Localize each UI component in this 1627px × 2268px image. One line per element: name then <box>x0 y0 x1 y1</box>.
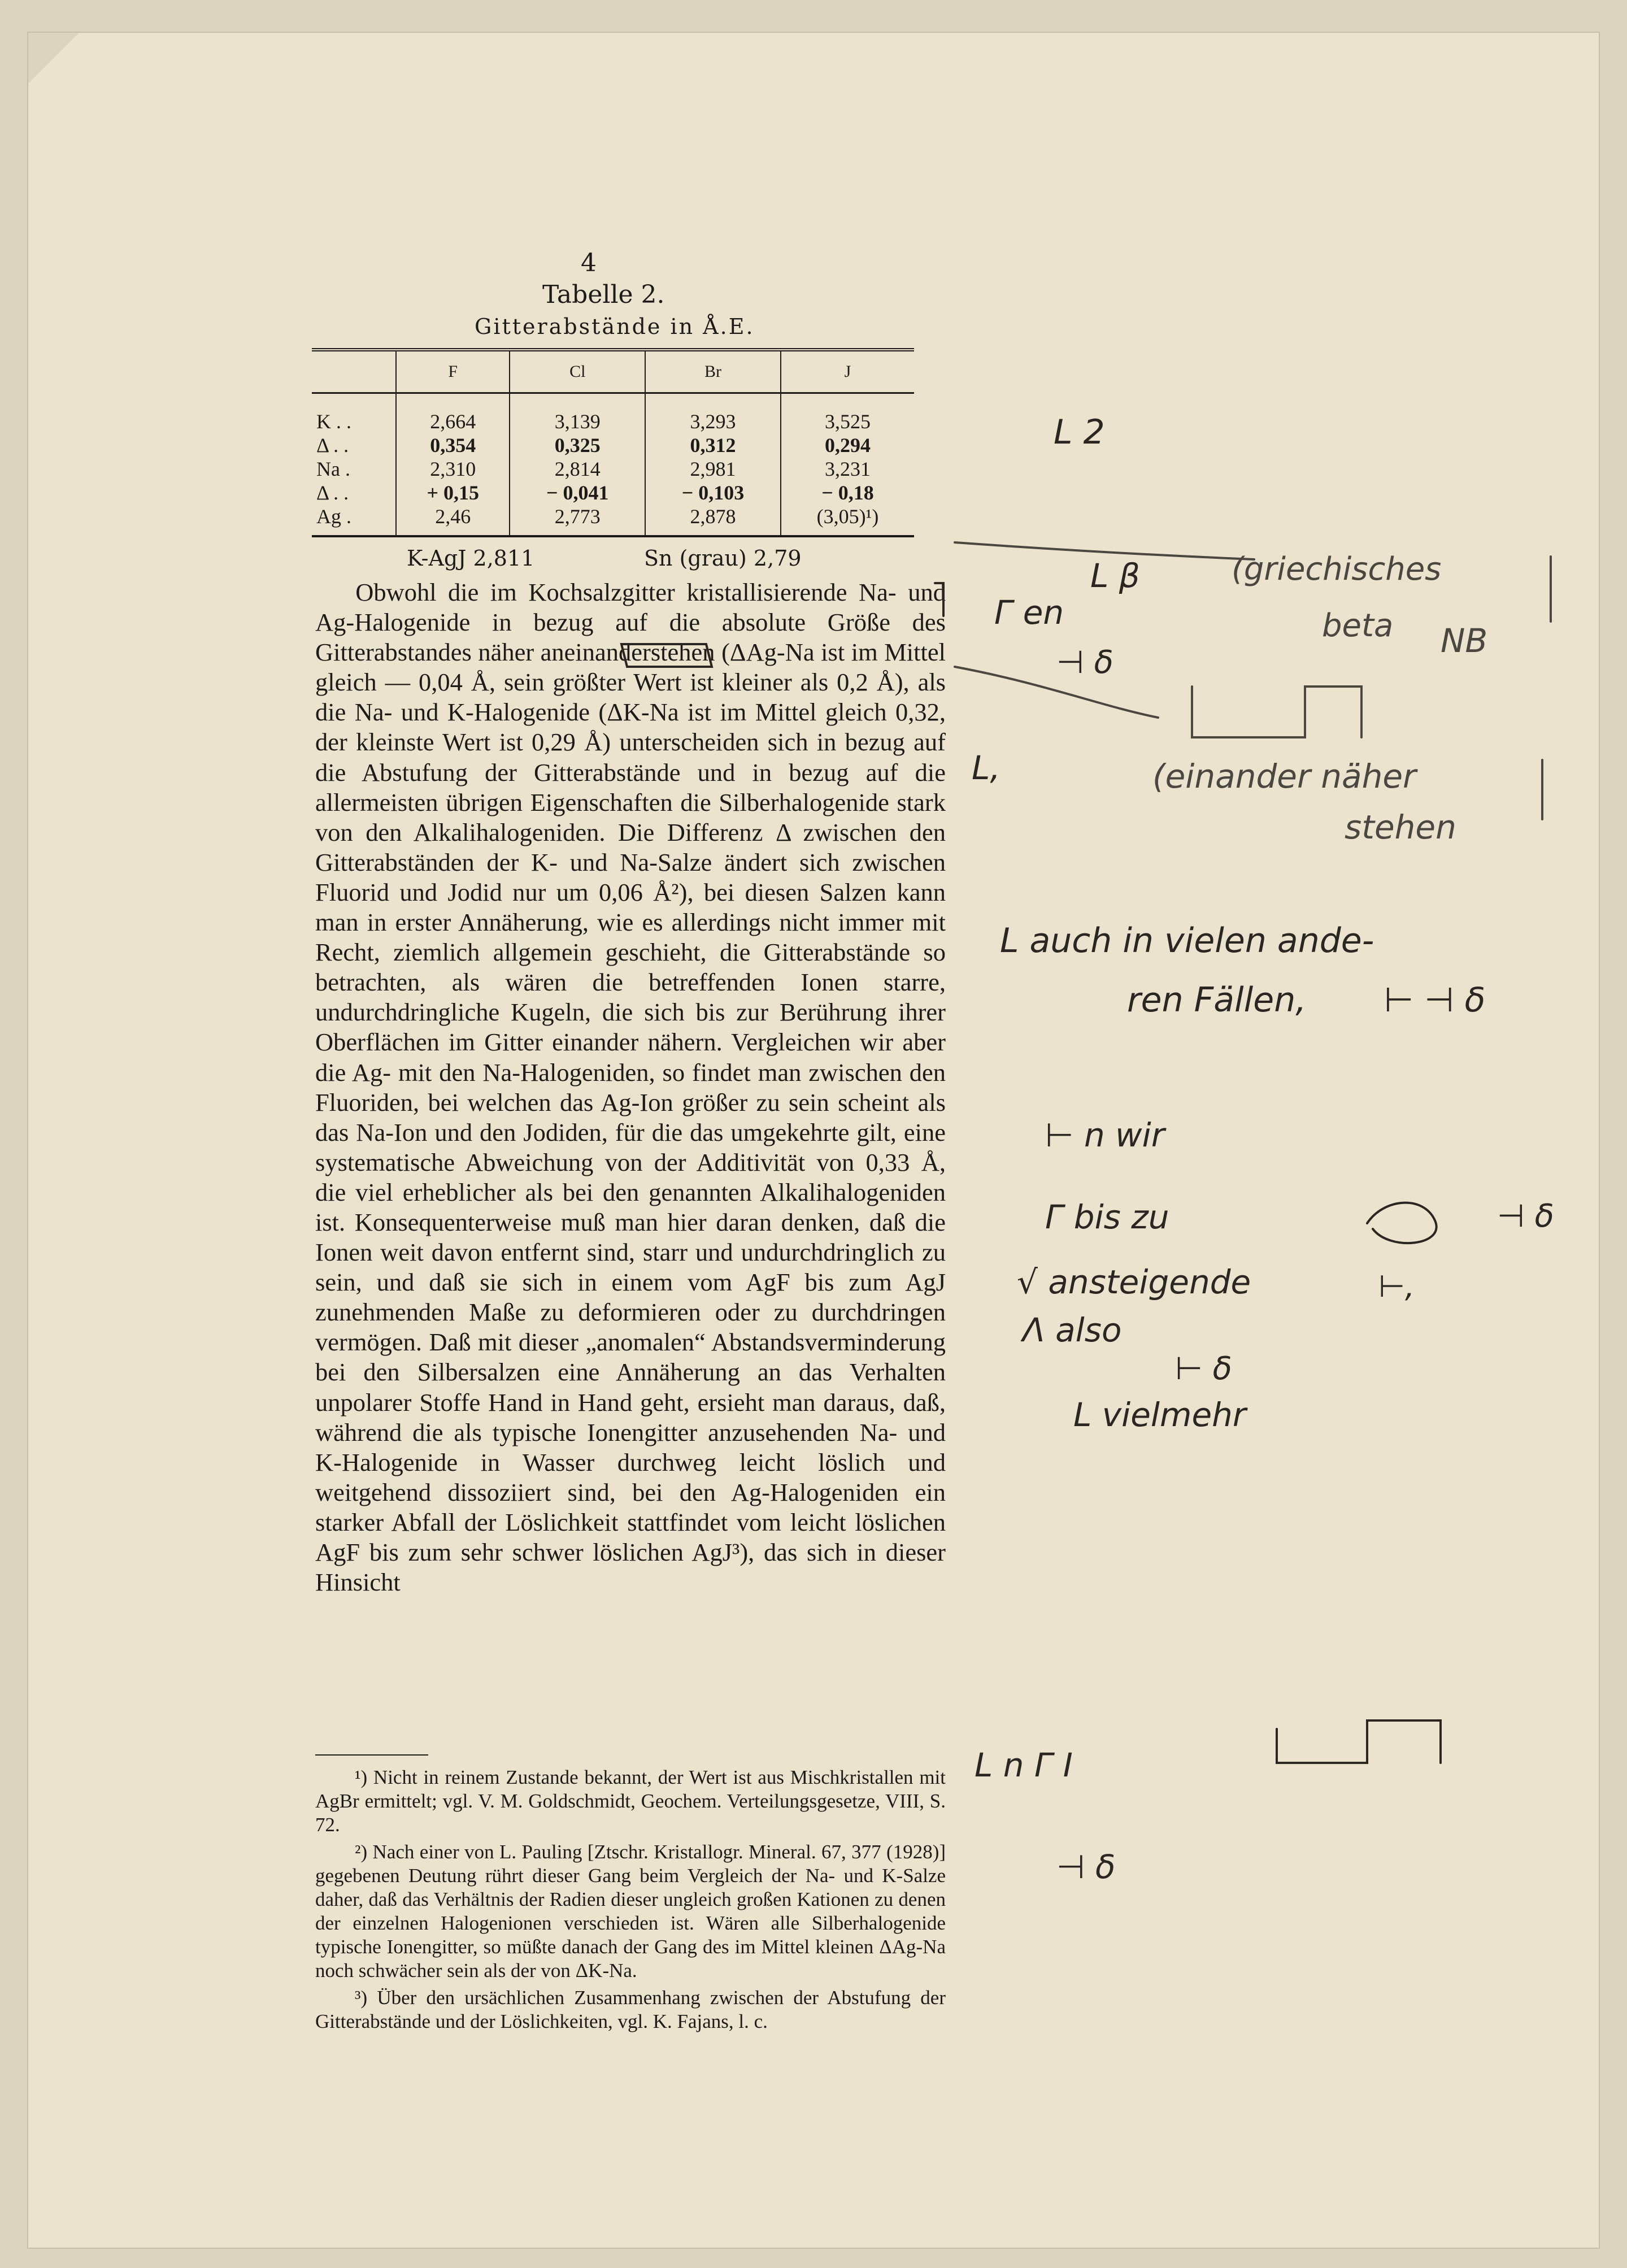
margin-note: stehen <box>1345 808 1456 846</box>
table-cell: 3,231 <box>781 457 914 481</box>
table-cell: − 0,103 <box>645 481 781 505</box>
margin-note: (einander näher <box>1152 757 1416 796</box>
table-cell: 0,354 <box>396 433 510 457</box>
table-cell: 0,325 <box>510 433 645 457</box>
footnote: ³) Über den ursächlichen Zusammenhang zwischen der Abstufung der Gitterabstände und der Löslichkeiten, vgl. K. Fajans, l. c. <box>315 1987 946 2032</box>
table-cell: − 0,041 <box>510 481 645 505</box>
margin-note: L vielmehr <box>1073 1396 1246 1434</box>
insertion-mark <box>935 583 943 616</box>
extra-value-agj: K-AgJ 2,811 <box>407 546 535 571</box>
margin-note: ⊢ δ <box>1175 1350 1232 1387</box>
table-cell: 3,139 <box>510 393 645 434</box>
table-subtitle: Gitterabstände in Å.E. <box>475 314 755 339</box>
row-label: Δ . . <box>316 481 349 504</box>
table-cell: 2,981 <box>645 457 781 481</box>
margin-note: beta <box>1322 607 1394 644</box>
table-title: Tabelle 2. <box>542 280 665 309</box>
row-label: Ag . <box>312 505 396 536</box>
margin-note: L β <box>1090 557 1140 595</box>
row-label: Na . <box>316 458 350 480</box>
table-cell: 2,773 <box>510 505 645 536</box>
table-cell: 2,814 <box>510 457 645 481</box>
margin-note: L n Γ I <box>975 1746 1073 1784</box>
margin-note: √ ansteigende <box>1017 1263 1251 1301</box>
margin-note: (griechisches <box>1232 551 1442 588</box>
body-paragraph: Obwohl die im Kochsalzgitter kristallisierende Na- und Ag-Halogenide in bezug auf die absolute Größe des Gitterabstandes näher aneinanderstehen (ΔAg-Na ist im Mittel gleich — 0,04 Å, sein größter Wert ist kleiner als 0,2 Å), als die Na- und K-Halogenide (ΔK-Na ist im Mittel gleich 0,32, der kleinste Wert ist 0,29 Å) unterscheiden sich in bezug auf die Abstufung der Gitterabstände und in bezug auf die allermeisten übrigen Eigenschaften die Silberhalogenide stark von den Alkalihalogeniden. Die Differenz Δ zwischen den Gitterabständen der K- und Na-Salze ändert sich zwischen Fluorid und Jodid nur um 0,06 Å²), bei diesen Salzen kann man in erster Annäherung, wie es allerdings nicht immer mit Recht, ziemlich allgemein geschieht, die Gitterabstände so betrachten, als wären die betreffenden Ionen starre, undurchdringliche Kugeln, die sich bis zur Berührung ihrer Oberflächen im Gitter einander nähern. Vergleichen wir aber die Ag- mit den Na-Halogeniden, so findet man zwischen den Fluoriden, bei welchen das Ag-Ion größer zu sein scheint als das Na-Ion und den Jodiden, für die das umgekehrte gilt, eine systematische Abweichung von der Additivität von 0,33 Å, die viel erheblicher als bei den genannten Alkalihalogeniden ist. Konsequenterweise muß man hier daran denken, daß die Ionen weit davon entfernt sind, starr und undurchdringlich zu sein, und daß sie sich in einem vom AgF bis zum AgJ zunehmenden Maße zu deformieren oder zu durchdringen vermögen. Daß mit dieser „anomalen“ Abstandsverminderung bei den Silbersalzen eine Annäherung an das Verhalten unpolarer Stoffe Hand in Hand geht, ersieht man daraus, daß, während die als typische Ionengitter anzusehenden Na- und K-Halogenide in Wasser durchweg leicht löslich und weitgehend dissoziiert sind, bei den Ag-Halogeniden ein starker Abfall der Löslichkeit stattfindet vom leicht löslichen AgF bis zum sehr schwer löslichen AgJ³), das sich in dieser Hinsicht <box>315 578 946 1597</box>
circle-mark <box>1367 1203 1437 1243</box>
table-header: F <box>396 350 510 393</box>
margin-note: L auch in vielen ande- <box>1000 921 1374 961</box>
transpose-mark <box>1192 687 1361 737</box>
margin-note: ⊣ δ <box>1497 1198 1554 1235</box>
margin-note: Γ en <box>994 593 1064 632</box>
margin-note: ren Fällen, <box>1127 980 1307 1020</box>
margin-note: ⊢ n wir <box>1045 1116 1165 1154</box>
table-cell: (3,05)¹) <box>781 505 914 536</box>
table-cell: 3,525 <box>781 393 914 434</box>
margin-note: ⊢ ⊣ δ <box>1384 980 1486 1020</box>
margin-note: ⊣ δ <box>1056 1848 1116 1886</box>
row-label: K . . <box>316 410 351 433</box>
page-number: 4 <box>581 249 597 277</box>
margin-note: L 2 <box>1054 412 1105 452</box>
table-header: J <box>781 350 914 393</box>
table-cell: 2,46 <box>396 505 510 536</box>
table-cell: 2,664 <box>396 393 510 434</box>
table-header: Br <box>645 350 781 393</box>
table-header: Cl <box>510 350 645 393</box>
footnote: ²) Nach einer von L. Pauling [Ztschr. Kristallogr. Mineral. 67, 377 (1928)] gegebenen Deutung rührt dieser Gang beim Vergleich der Na- und K-Salze daher, daß das Verhältnis der Radien dieser ungleich großen Kationen zu denen der einzelnen Halogenionen verschieden ist. Wären alle Silberhalogenide typische Ionengitter, so müßte danach der Gang des im Mittel kleinen ΔAg-Na noch schwächer sein als der von ΔK-Na. <box>315 1841 946 1982</box>
table-cell: 3,293 <box>645 393 781 434</box>
margin-note: L, <box>972 749 1000 787</box>
margin-note: ⊣ δ <box>1056 644 1113 681</box>
margin-note: ⊢, <box>1378 1268 1415 1304</box>
transpose-mark <box>1277 1720 1441 1763</box>
row-label: Δ . . <box>316 434 349 457</box>
margin-note: NB <box>1441 622 1488 660</box>
table-cell: 0,312 <box>645 433 781 457</box>
guide-line <box>955 667 1158 718</box>
table-cell: 2,878 <box>645 505 781 536</box>
table-cell: − 0,18 <box>781 481 914 505</box>
footnote: ¹) Nicht in reinem Zustande bekannt, der Wert ist aus Mischkristallen mit AgBr ermittelt; vgl. V. M. Goldschmidt, Geochem. Verteilungsgesetze, VIII, S. 72. <box>315 1766 946 1836</box>
box-mark <box>621 644 712 667</box>
margin-note: Γ bis zu <box>1045 1198 1169 1236</box>
guide-line <box>955 542 1254 559</box>
table-cell: 2,310 <box>396 457 510 481</box>
margin-note: Λ also <box>1023 1311 1122 1349</box>
extra-value-sn: Sn (grau) 2,79 <box>644 546 802 571</box>
table-cell: + 0,15 <box>396 481 510 505</box>
table-cell: 0,294 <box>781 433 914 457</box>
